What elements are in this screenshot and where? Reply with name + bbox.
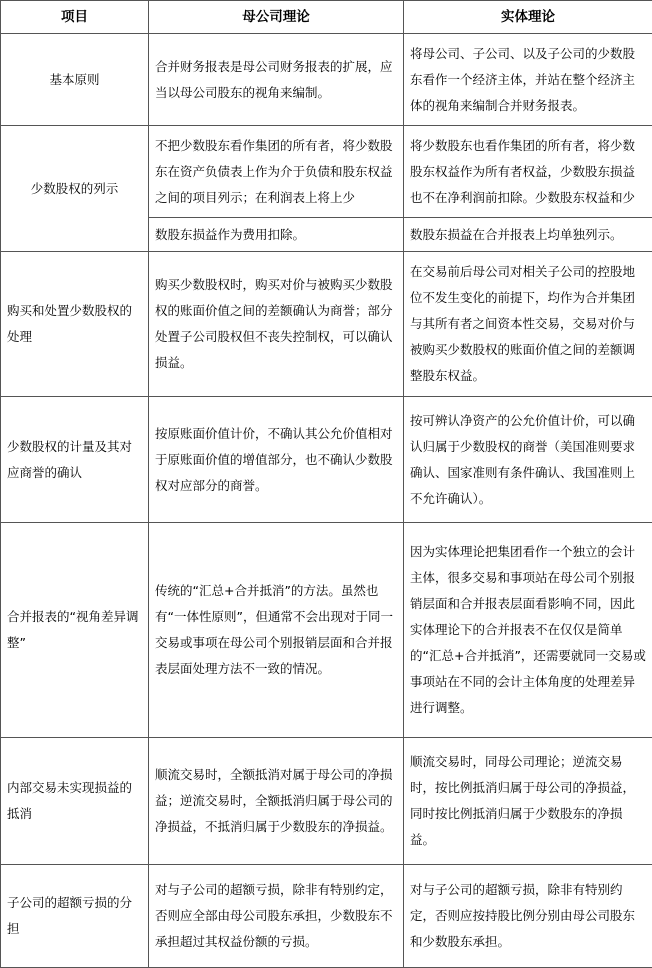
row-item-label: 少数股权的计量及其对应商誉的确认 (1, 397, 149, 523)
row-item-label: 内部交易未实现损益的抵消 (1, 738, 149, 865)
entity-theory-cell: 对与子公司的超额亏损，除非有特别约定，否则应按持股比例分别由母公司股东和少数股东承担。 (404, 865, 652, 968)
table-row (1, 523, 652, 738)
entity-theory-cell: 在交易前后母公司对相关子公司的控股地位不发生变化的前提下，均作为合并集团与其所有者之间资本性交易，交易对价与被购买少数股权的账面价值之间的差额调整股东权益。 (404, 252, 652, 397)
table-row (1, 865, 652, 968)
header-row (1, 1, 652, 34)
entity-theory-cell-continued: 数股东损益在合并报表上均单独列示。 (404, 218, 652, 252)
header-item: 项目 (1, 1, 149, 34)
entity-theory-cell: 将母公司、子公司、以及子公司的少数股东看作一个经济主体，并站在整个经济主体的视角来编制合并财务报表。 (404, 34, 652, 126)
table-row (1, 34, 652, 126)
header-entity-theory: 实体理论 (404, 1, 652, 34)
table-row (1, 738, 652, 865)
parent-theory-cell: 购买少数股权时，购买对价与被购买少数股权的账面价值之间的差额确认为商誉；部分处置子公司股权但不丧失控制权，可以确认损益。 (149, 252, 404, 397)
row-item-label: 合并报表的“视角差异调整” (1, 523, 149, 738)
table-row (1, 126, 652, 218)
row-item-label: 少数股权的列示 (1, 126, 149, 252)
parent-theory-cell: 传统的“汇总+合并抵消”的方法。虽然也有“一体性原则”，但通常不会出现对于同一交易或事项在母公司个别报销层面和合并报表层面处理方法不一致的情况。 (149, 523, 404, 738)
parent-theory-cell-continued: 数股东损益作为费用扣除。 (149, 218, 404, 252)
row-item-label: 购买和处置少数股权的处理 (1, 252, 149, 397)
parent-theory-cell: 按原账面价值计价，不确认其公允价值相对于原账面价值的增值部分，也不确认少数股权对应部分的商誉。 (149, 397, 404, 523)
table-row (1, 397, 652, 523)
entity-theory-cell: 因为实体理论把集团看作一个独立的会计主体，很多交易和事项站在母公司个别报销层面和合并报表层面看影响不同，因此实体理论下的合并报表不在仅仅是简单的“汇总+合并抵消”，还需要就同一交易或事项站在不同的会计主体角度的处理差异进行调整。 (404, 523, 652, 738)
entity-theory-cell: 按可辨认净资产的公允价值计价，可以确认归属于少数股权的商誉（美国准则要求确认、国家准则有条件确认、我国准则上不允许确认）。 (404, 397, 652, 523)
table-row (1, 252, 652, 397)
entity-theory-cell: 将少数股东也看作集团的所有者，将少数股东权益作为所有者权益，少数股东损益也不在净利润前扣除。少数股东权益和少 (404, 126, 652, 218)
row-item-label: 子公司的超额亏损的分担 (1, 865, 149, 968)
parent-theory-cell: 不把少数股东看作集团的所有者，将少数股东在资产负债表上作为介于负债和股东权益之间的项目列示；在利润表上将上少 (149, 126, 404, 218)
parent-theory-cell: 顺流交易时，全额抵消对属于母公司的净损益；逆流交易时，全额抵消归属于母公司的净损益，不抵消归属于少数股东的净损益。 (149, 738, 404, 865)
entity-theory-cell: 顺流交易时，同母公司理论；逆流交易时，按比例抵消归属于母公司的净损益，同时按比例抵消归属于少数股东的净损益。 (404, 738, 652, 865)
header-parent-theory: 母公司理论 (149, 1, 404, 34)
row-item-label: 基本原则 (1, 34, 149, 126)
parent-theory-cell: 对与子公司的超额亏损，除非有特别约定，否则应全部由母公司股东承担，少数股东不承担超过其权益份额的亏损。 (149, 865, 404, 968)
parent-theory-cell: 合并财务报表是母公司财务报表的扩展，应当以母公司股东的视角来编制。 (149, 34, 404, 126)
